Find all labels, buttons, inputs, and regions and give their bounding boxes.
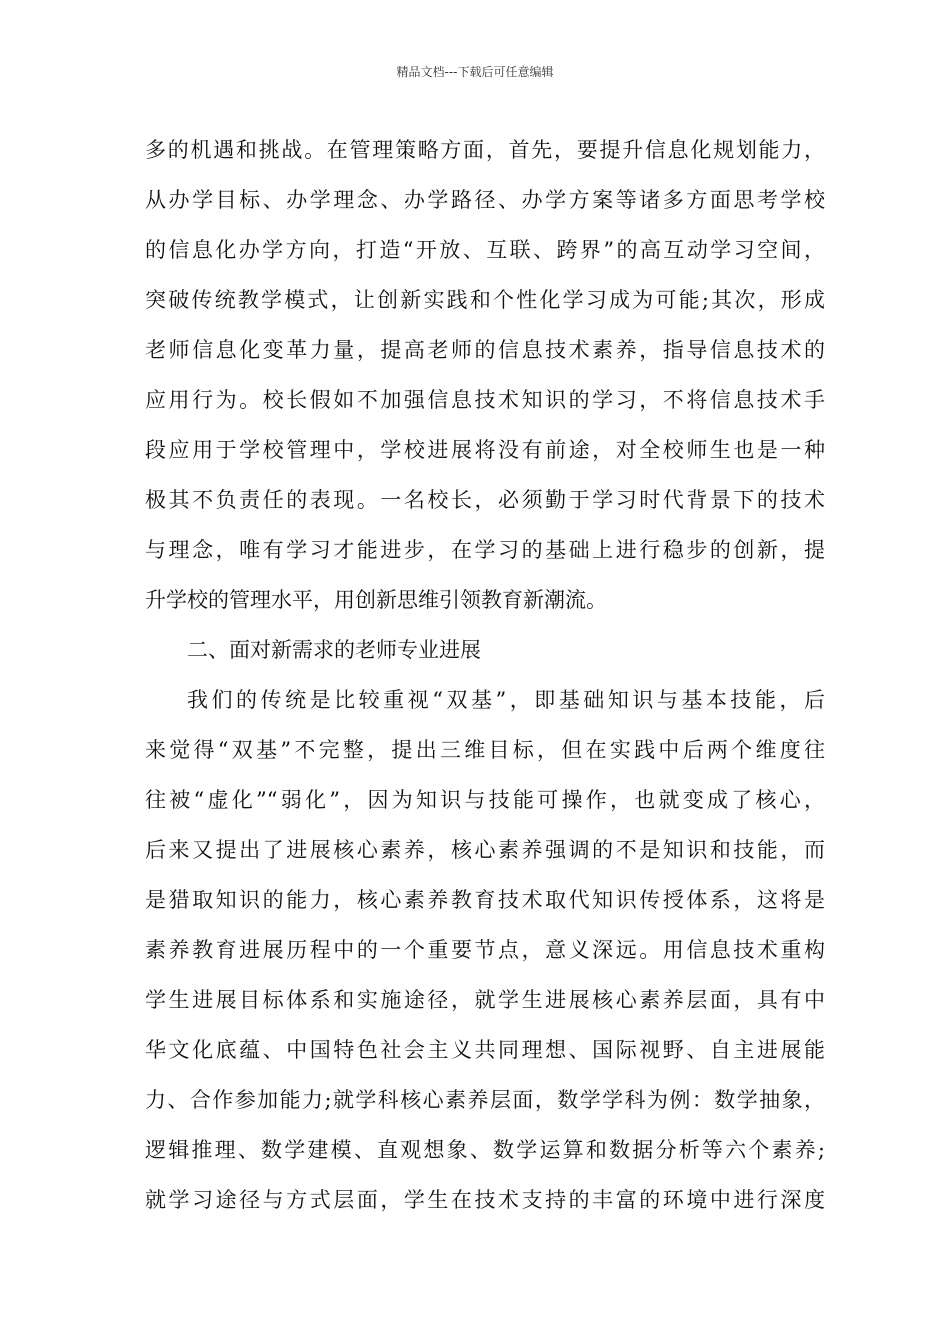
text-line: 段应用于学校管理中，学校进展将没有前途，对全校师生也是一种 — [145, 438, 825, 462]
text-line: 与理念，唯有学习才能进步，在学习的基础上进行稳步的创新，提 — [145, 538, 825, 562]
text-line: 来觉得“双基”不完整，提出三维目标，但在实践中后两个维度往 — [145, 738, 825, 762]
text-line: 后来又提出了进展核心素养，核心素养强调的不是知识和技能，而 — [145, 838, 825, 862]
text-line: 的信息化办学方向，打造“开放、互联、跨界”的高互动学习空间， — [145, 238, 825, 262]
text-line: 极其不负责任的表现。一名校长，必须勤于学习时代背景下的技术 — [145, 488, 825, 512]
text-line: 应用行为。校长假如不加强信息技术知识的学习，不将信息技术手 — [145, 388, 825, 412]
section-heading: 二、面对新需求的老师专业进展 — [187, 638, 481, 662]
paragraph-teacher-development — [145, 675, 825, 1225]
text-line: 往被“虚化”“弱化”，因为知识与技能可操作，也就变成了核心， — [145, 788, 825, 812]
text-line: 就学习途径与方式层面，学生在技术支持的丰富的环境中进行深度 — [145, 1188, 825, 1212]
text-line: 是猎取知识的能力，核心素养教育技术取代知识传授体系，这将是 — [145, 888, 825, 912]
text-line: 学生进展目标体系和实施途径，就学生进展核心素养层面，具有中 — [145, 988, 825, 1012]
document-body — [145, 125, 825, 1225]
text-line: 升学校的管理水平，用创新思维引领教育新潮流。 — [145, 588, 607, 612]
text-line: 多的机遇和挑战。在管理策略方面，首先，要提升信息化规划能力， — [145, 138, 825, 162]
text-line: 我们的传统是比较重视“双基”，即基础知识与基本技能，后 — [187, 688, 825, 712]
text-line: 逻辑推理、数学建模、直观想象、数学运算和数据分析等六个素养; — [145, 1138, 825, 1162]
text-line: 华文化底蕴、中国特色社会主义共同理想、国际视野、自主进展能 — [145, 1038, 825, 1062]
text-line: 从办学目标、办学理念、办学路径、办学方案等诸多方面思考学校 — [145, 188, 825, 212]
text-line: 老师信息化变革力量，提高老师的信息技术素养，指导信息技术的 — [145, 338, 825, 362]
text-line: 力、合作参加能力;就学科核心素养层面，数学学科为例：数学抽象， — [145, 1088, 825, 1112]
page-header: 精品文档---下载后可任意编辑 — [396, 65, 554, 79]
paragraph-management-strategy — [145, 125, 825, 625]
text-line: 素养教育进展历程中的一个重要节点，意义深远。用信息技术重构 — [145, 938, 825, 962]
text-line: 突破传统教学模式，让创新实践和个性化学习成为可能;其次，形成 — [145, 288, 825, 312]
